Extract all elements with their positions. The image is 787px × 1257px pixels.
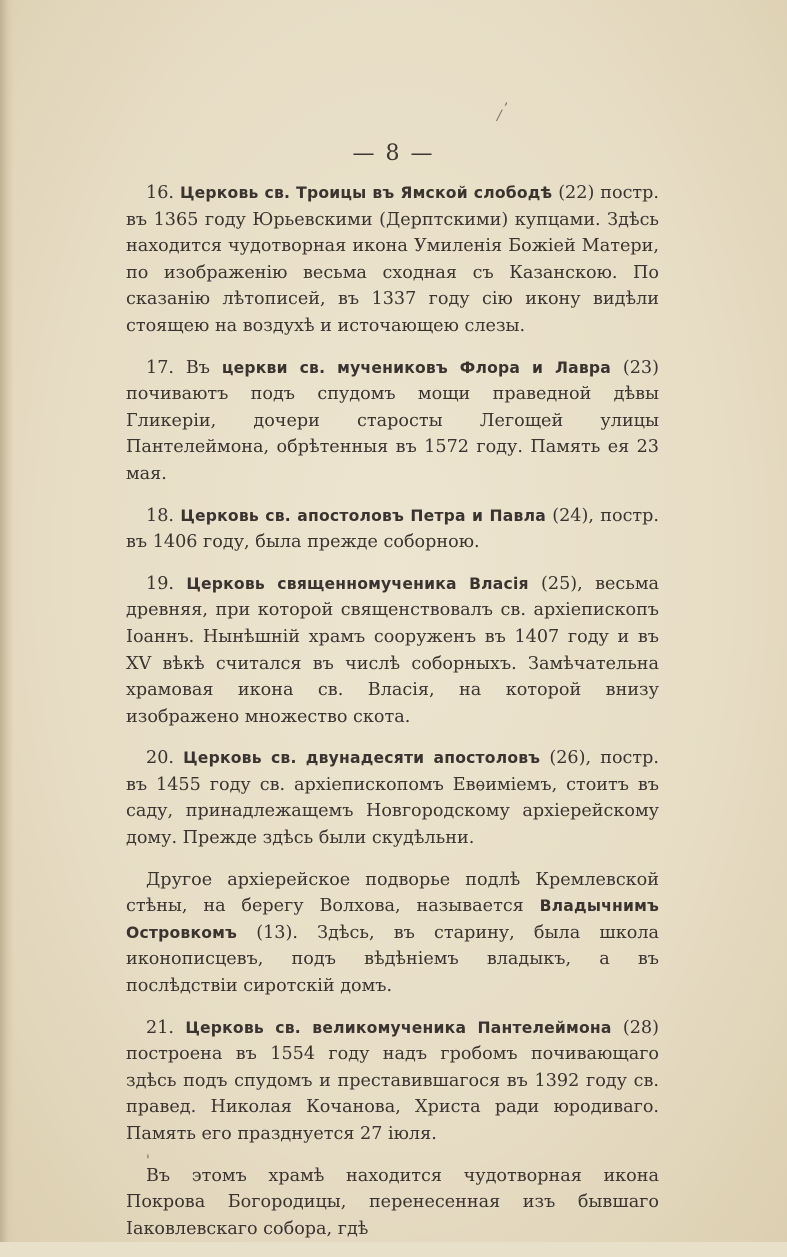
pencil-mark: / (497, 108, 502, 124)
body-text: Въ этомъ храмѣ находится чудотворная икона Покрова Богородицы, перенесенная изъ бывшаго Іаковлевскаго собора, гдѣ (126, 1165, 659, 1239)
body-text: Въ (185, 357, 222, 378)
pencil-mark: , (504, 92, 509, 108)
paragraph-p21b (126, 1163, 659, 1243)
bold-heading-text: Церковь священномученика Власія (186, 574, 529, 593)
paragraph-p18 (126, 503, 659, 556)
paragraph-p20b (126, 867, 659, 1000)
body-text: (13). Здѣсь, въ старину, была школа иконописцевъ, подъ вѣдѣніемъ владыкъ, а въ послѣдствіи сиротскій домъ. (126, 922, 659, 997)
paragraph-p21 (126, 1015, 659, 1148)
body-text: Другое архіерейское подворье подлѣ Кремлевской стѣны, на берегу Волхова, называется (126, 869, 659, 917)
paragraph-number: 19. (146, 573, 174, 594)
body-text: (26), постр. въ 1455 году св. архіепископомъ Евѳиміемъ, стоитъ въ саду, принадлежащемъ Новгородскому архіерейскому дому. Прежде здѣсь были скудѣльни. (126, 748, 659, 849)
text-body (126, 180, 659, 1257)
paragraph-number: 21. (146, 1017, 174, 1038)
ink-speck: ' (146, 1153, 150, 1169)
paragraph-number: 16. (146, 183, 174, 203)
paragraph-p17 (126, 355, 659, 488)
body-text: (23) почиваютъ подъ спудомъ мощи праведной дѣвы Гликеріи, дочери старосты Легощей улицы Пантелеймона, обрѣтенныя въ 1572 году. Память ея 23 мая. (126, 357, 659, 484)
bold-heading-text: Церковь св. апостоловъ Петра и Павла (180, 506, 546, 525)
bold-heading-text: Церковь св. Троицы въ Ямской слободѣ (179, 184, 553, 202)
bold-heading-text: церкви св. мучениковъ Флора и Лавра (221, 358, 612, 377)
paragraph-p19 (126, 571, 659, 731)
bold-heading-text: Церковь св. двунадесяти апостоловъ (183, 749, 541, 768)
paragraph-number: 20. (146, 748, 174, 769)
page-spine-shadow (0, 0, 14, 1242)
body-text: (28) построена въ 1554 году надъ гробомъ почивающаго здѣсь подъ спудомъ и преставившагося въ 1392 году св. правед. Николая Кочанова, Христа ради юродиваго. Память его празднуется 27 іюля. (126, 1017, 659, 1144)
paragraph-number: 17. (146, 357, 174, 378)
paragraph-p16 (126, 180, 659, 340)
body-text: (22) постр. въ 1365 году Юрьевскими (Дерптскими) купцами. Здѣсь находится чудотворная икона Умиленія Божіей Матери, по изображенію весьма сходная съ Казанскою. По сказанію лѣтописей, въ 1337 году сію икону видѣли стоящею на воздухѣ и источающею слезы. (126, 183, 660, 336)
bold-heading-text: Владычнимъ Островкомъ (126, 897, 659, 942)
bold-heading-text: Церковь св. великомученика Пантелеймона (185, 1018, 612, 1037)
paragraph-p20 (126, 745, 659, 851)
body-text: (24), постр. въ 1406 году, была прежде соборною. (126, 505, 660, 553)
page-number: — 8 — (352, 141, 435, 166)
body-text: (25), весьма древняя, при которой священствовалъ св. архіепископъ Іоаннъ. Нынѣшній храмъ сооруженъ въ 1407 году и въ XV вѣкѣ считался въ числѣ соборныхъ. Замѣчательна храмовая икона св. Власія, на которой внизу изображено множество скота. (126, 573, 659, 727)
paragraph-number: 18. (146, 505, 174, 526)
